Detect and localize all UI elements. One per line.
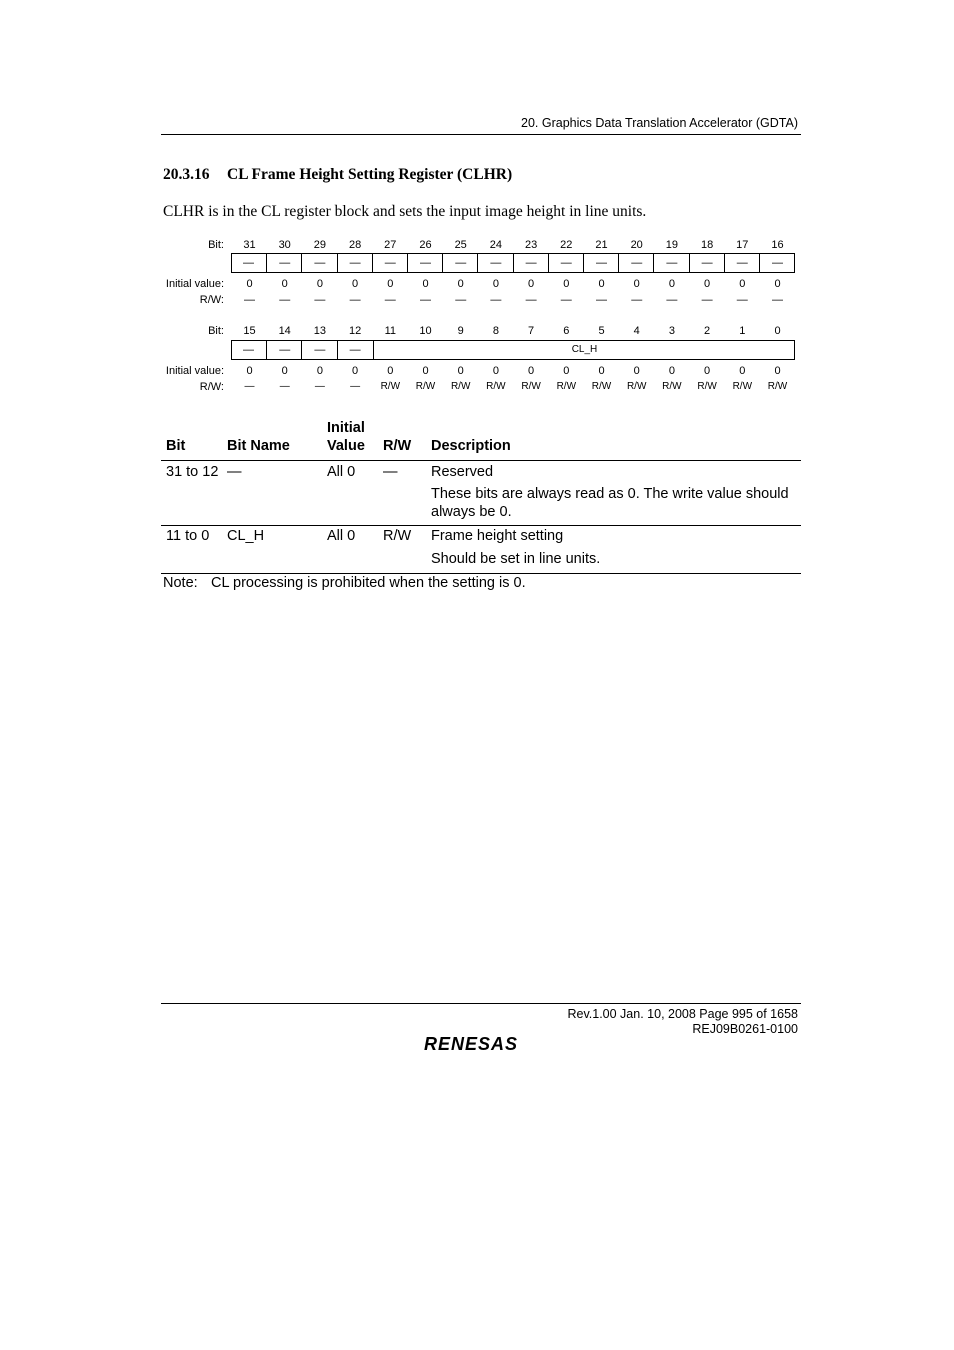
row1-desc-title: Reserved (431, 464, 494, 480)
initial-value: 0 (422, 365, 429, 377)
upper-register-box (231, 253, 795, 273)
bit-field-reserved: — (618, 254, 654, 272)
rw-value: — (490, 294, 502, 306)
bit-number: 11 (384, 325, 396, 337)
rw-value: — (350, 381, 361, 392)
row1-desc-line1: These bits are always read as 0. The write value should (431, 486, 789, 502)
bit-number: 21 (595, 239, 608, 251)
initial-value: 0 (633, 278, 640, 290)
bit-number: 24 (489, 239, 503, 251)
row1-initial: All 0 (327, 464, 356, 480)
bit-field-reserved: — (407, 254, 443, 272)
lower-register-box (231, 340, 795, 360)
bit-field-reserved: — (243, 257, 254, 269)
rw-value: — (244, 381, 255, 392)
bit-number: 5 (598, 325, 605, 337)
bit-field-reserved: — (548, 254, 584, 272)
rw-value: — (631, 294, 643, 306)
rw-value: R/W (697, 381, 717, 392)
bit-number: 23 (524, 239, 538, 251)
bit-number: 7 (528, 325, 535, 337)
bit-field-reserved: — (372, 254, 408, 272)
bit-number: 3 (668, 325, 675, 337)
initial-value: 0 (704, 365, 711, 377)
initial-label-upper: Initial value: (165, 278, 224, 290)
initial-value: 0 (316, 365, 323, 377)
table-bottom-rule (161, 573, 801, 574)
bit-number: 14 (278, 325, 291, 337)
bit-number: 18 (700, 239, 714, 251)
initial-value: 0 (422, 278, 429, 290)
rw-label-lower: R/W: (199, 381, 224, 393)
rw-value: R/W (380, 381, 401, 392)
initial-value: 0 (281, 278, 288, 290)
rw-value: R/W (662, 381, 682, 392)
bit-number: 27 (384, 239, 397, 251)
note-label: Note: (163, 575, 198, 591)
section-title (163, 166, 512, 184)
initial-value: 0 (457, 365, 464, 377)
row2-bit-name: CL_H (227, 528, 265, 544)
rw-value: — (772, 294, 783, 306)
footer-doc-number: REJ09B0261-0100 (692, 1022, 798, 1036)
bit-number: 16 (771, 239, 784, 251)
bit-number: 2 (704, 325, 711, 337)
bit-field-reserved: — (266, 254, 302, 272)
bit-number: 10 (419, 325, 432, 337)
bit-field-reserved: — (266, 341, 302, 359)
bit-field-reserved: — (337, 254, 373, 272)
row2-initial: All 0 (327, 528, 356, 544)
initial-value: 0 (457, 278, 464, 290)
rw-value: R/W (626, 381, 647, 392)
initial-value: 0 (352, 278, 359, 290)
bit-label-lower: Bit: (208, 325, 224, 337)
bit-number: 1 (739, 325, 746, 337)
initial-label-lower: Initial value: (165, 365, 224, 377)
rw-value: — (666, 294, 678, 306)
initial-value: 0 (739, 278, 746, 290)
rw-value: R/W (486, 381, 506, 392)
initial-value: 0 (704, 278, 711, 290)
bit-number: 25 (454, 239, 467, 251)
initial-value: 0 (563, 365, 570, 377)
initial-value: 0 (492, 365, 499, 377)
section-title-text: CL Frame Height Setting Register (CLHR) (227, 166, 513, 183)
bit-field-reserved: — (477, 254, 513, 272)
th-bit: Bit (166, 438, 186, 454)
bit-field-reserved: — (583, 254, 619, 272)
initial-value: 0 (387, 365, 394, 377)
bit-field-reserved: — (301, 341, 337, 359)
initial-value: 0 (739, 365, 746, 377)
th-initial-line2: Value (327, 438, 365, 454)
th-rw: R/W (383, 438, 412, 454)
bit-field-reserved: — (243, 344, 254, 356)
rw-value: R/W (767, 381, 788, 392)
initial-value: 0 (246, 365, 253, 377)
bit-number: 26 (419, 239, 432, 251)
bit-number: 17 (736, 239, 749, 251)
initial-value: 0 (598, 278, 605, 290)
initial-value: 0 (281, 365, 288, 377)
bit-number: 30 (278, 239, 291, 251)
bit-number: 13 (313, 325, 327, 337)
initial-value: 0 (598, 365, 605, 377)
bit-number: 29 (313, 239, 327, 251)
rw-value: — (279, 381, 290, 392)
bit-number: 28 (348, 239, 362, 251)
bit-number: 0 (774, 325, 781, 337)
footer-rule (161, 1003, 801, 1004)
rw-value: — (701, 294, 713, 306)
bit-number: 15 (243, 325, 256, 337)
rw-value: — (596, 294, 607, 306)
rw-value: — (736, 294, 748, 306)
header-rule (161, 134, 801, 135)
initial-value: 0 (492, 278, 499, 290)
rw-value: R/W (556, 381, 577, 392)
rw-value: R/W (450, 381, 471, 392)
initial-value: 0 (246, 278, 253, 290)
row1-bit-name: — (227, 464, 242, 480)
initial-value: 0 (528, 278, 535, 290)
bit-field-reserved: — (724, 254, 760, 272)
initial-value: 0 (774, 365, 781, 377)
section-number: 20.3.16 (163, 166, 210, 183)
rw-value: — (314, 381, 325, 392)
row1-bit: 31 to 12 (166, 464, 219, 480)
initial-value: 0 (316, 278, 323, 290)
bit-number: 8 (492, 325, 499, 337)
rw-value: — (525, 294, 537, 306)
initial-value: 0 (774, 278, 781, 290)
initial-value: 0 (668, 365, 675, 377)
note-text: CL processing is prohibited when the setting is 0. (211, 575, 526, 591)
th-bit-name: Bit Name (227, 438, 290, 454)
rw-value: R/W (415, 381, 436, 392)
initial-value: 0 (633, 365, 640, 377)
footer-revision: Rev.1.00 Jan. 10, 2008 Page 995 of 1658 (567, 1007, 798, 1021)
bit-number: 22 (560, 239, 573, 251)
rw-label-upper: R/W: (199, 294, 224, 306)
bit-field-reserved: — (301, 254, 337, 272)
initial-value: 0 (668, 278, 675, 290)
bit-number: 31 (243, 239, 256, 251)
rw-value: — (455, 294, 467, 306)
bit-number: 19 (665, 239, 679, 251)
th-description: Description (431, 438, 511, 454)
running-header: 20. Graphics Data Translation Accelerator (GDTA) (521, 116, 798, 130)
row1-desc-line2: always be 0. (431, 504, 512, 520)
initial-value: 0 (352, 365, 359, 377)
initial-value: 0 (528, 365, 535, 377)
row2-desc-title: Frame height setting (431, 528, 564, 544)
bit-field-reserved: — (513, 254, 549, 272)
bit-field-reserved: — (442, 254, 478, 272)
initial-value: 0 (387, 278, 394, 290)
row1-rw: — (383, 464, 398, 480)
bit-number: 12 (348, 325, 362, 337)
bit-field-reserved: — (337, 341, 373, 359)
rw-value: R/W (591, 381, 612, 392)
table-row-rule (161, 525, 801, 526)
cl-h-field: CL_H (373, 341, 795, 359)
bit-number: 20 (630, 239, 643, 251)
rw-value: — (384, 294, 396, 306)
initial-value: 0 (563, 278, 570, 290)
bit-field-reserved: — (689, 254, 725, 272)
rw-value: R/W (732, 381, 753, 392)
rw-value: — (560, 294, 572, 306)
bit-field-reserved: — (759, 254, 795, 272)
row2-desc-line1: Should be set in line units. (431, 551, 601, 567)
th-initial-line1: Initial (327, 420, 365, 436)
bit-number: 9 (457, 325, 464, 337)
bit-number: 6 (563, 325, 570, 337)
rw-value: — (314, 294, 326, 306)
bit-field-reserved: — (653, 254, 689, 272)
rw-value: R/W (521, 381, 541, 392)
rw-value: — (420, 294, 431, 306)
rw-value: — (349, 294, 361, 306)
row2-bit: 11 to 0 (166, 528, 210, 544)
bit-number: 4 (633, 325, 640, 337)
bit-label-upper: Bit: (208, 239, 224, 251)
table-header-rule (161, 460, 801, 461)
renesas-logo: RENESAS (424, 1034, 519, 1054)
intro-paragraph: CLHR is in the CL register block and sets the input image height in line units. (163, 203, 647, 220)
row2-rw: R/W (383, 528, 412, 544)
rw-value: — (244, 294, 255, 306)
rw-value: — (279, 294, 291, 306)
